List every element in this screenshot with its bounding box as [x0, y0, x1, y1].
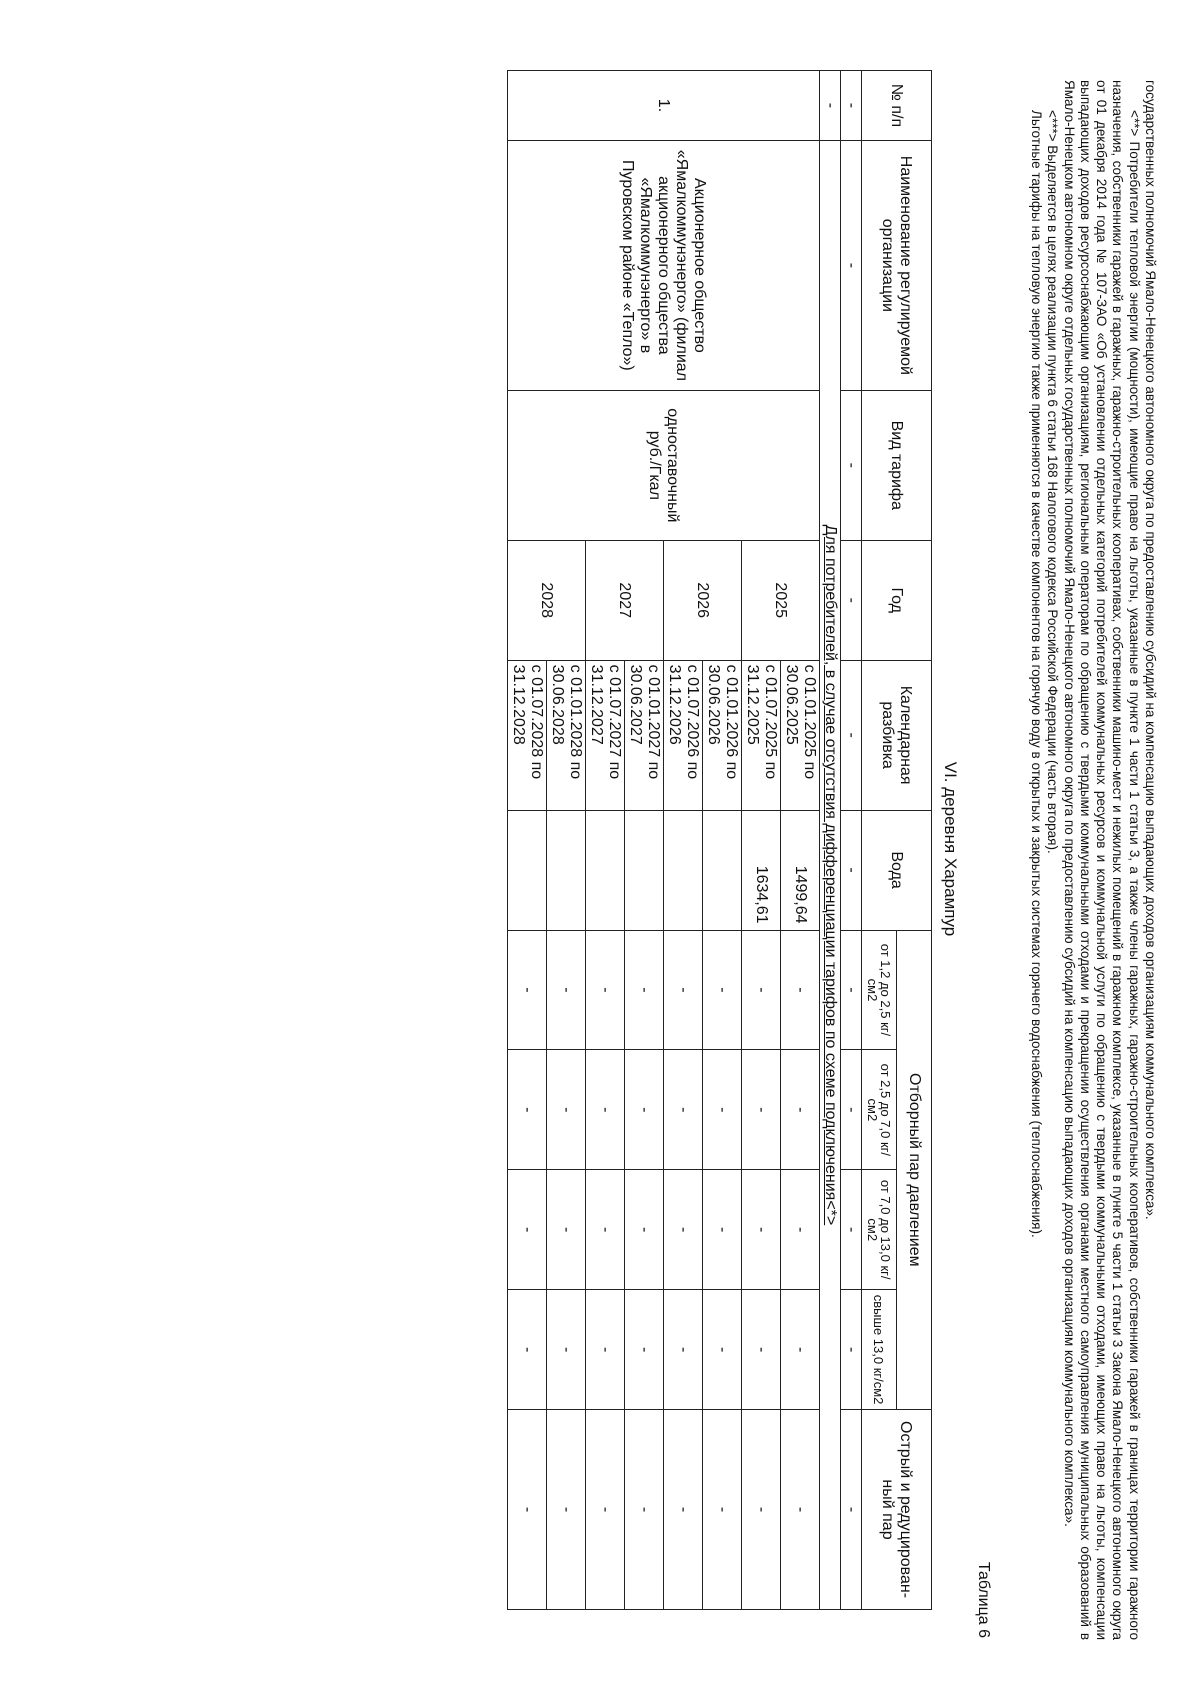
- dash-cell: -: [841, 1170, 862, 1290]
- footnote-2: <**> Потребители тепловой энергии (мощности), имеющие право на льготы, указанные в пункте 1 части 1 статьи 3, а также члены гаражных, гаражно-строительных кооперативов, собственники гаражей в границах территории гаражного назначения, собственники гаражей в гаражных, гаражно-строительных кооперативах, собственники машино-мест и нежилых помещений в гаражном комплексе, указанные в пункте 5 части 1 статьи 3 Закона Ямало-Ненецкого автономного округа от 01 декабря 2014 года № 107-ЗАО «Об установлении отдельных категорий потребителей коммунальных ресурсов и коммунальной услуги по обращению с твердыми коммунальными отходами, имеющих право на льготы, компенсации выпадающих доходов ресурсоснабжающим организациям, региональным операторам по обращению с твердыми коммунальными отходами и прекращении осуществления органами местного самоуправления муниципальных образований в Ямало-Ненецком автономном округе отдельных государственных полномочий Ямало-Ненецкого автономного округа по предоставлению субсидий на компенсацию выпадающих доходов организациям коммунального комплекса».: [1061, 80, 1142, 1640]
- row-steam-value: -: [625, 1410, 664, 1610]
- dash-cell: -: [841, 390, 862, 540]
- consumer-section-row: [820, 71, 841, 1610]
- row-year: 2027: [586, 540, 664, 660]
- header-num: № п/п: [862, 71, 932, 141]
- row-steam-value: -: [703, 1410, 742, 1610]
- row-steam-value: -: [586, 1410, 625, 1610]
- row-steam-value: -: [781, 1290, 820, 1410]
- row-steam-value: -: [703, 1050, 742, 1170]
- header-org: Наименование регулируемой организации: [862, 140, 932, 390]
- tariff-table: [507, 70, 932, 1610]
- row-steam-value: -: [664, 1050, 703, 1170]
- header-sharp-steam: Острый и редуцирован-ный пар: [862, 1410, 932, 1610]
- row-water: 1634,61: [742, 810, 781, 930]
- row-period: с 01.01.2027 по 30.06.2027: [625, 660, 664, 810]
- row-water: [664, 810, 703, 930]
- row-steam-value: -: [547, 1290, 586, 1410]
- row-steam-value: -: [781, 1050, 820, 1170]
- row-steam-value: -: [547, 1050, 586, 1170]
- row-steam-value: -: [547, 930, 586, 1050]
- dash-row: [841, 71, 862, 1610]
- row-period: с 01.01.2025 по 30.06.2025: [781, 660, 820, 810]
- table-row: [781, 71, 820, 1610]
- row-water: 1499,64: [781, 810, 820, 930]
- table-number: Таблица 6: [975, 1561, 992, 1638]
- row-steam-value: -: [703, 1290, 742, 1410]
- header-tariff-type: Вид тарифа: [862, 390, 932, 540]
- row-steam-value: -: [664, 930, 703, 1050]
- row-water: [508, 810, 547, 930]
- row-steam-value: -: [625, 1290, 664, 1410]
- row-steam-value: -: [664, 1170, 703, 1290]
- row-steam-value: -: [742, 930, 781, 1050]
- row-steam-value: -: [547, 1170, 586, 1290]
- footnote-continuation: государственных полномочий Ямало-Ненецкого автономного округа по предоставлению субсидий на компенсацию выпадающих доходов организациям коммунального комплекса».: [1143, 80, 1158, 1220]
- header-steam-2: от 2,5 до 7,0 кг/см2: [862, 1050, 897, 1170]
- dash-cell: -: [841, 71, 862, 141]
- row-steam-value: -: [781, 930, 820, 1050]
- row-steam-value: -: [625, 930, 664, 1050]
- header-water: Вода: [862, 810, 932, 930]
- row-period: с 01.07.2025 по 31.12.2025: [742, 660, 781, 810]
- row-steam-value: -: [781, 1170, 820, 1290]
- header-steam-1: от 1,2 до 2,5 кг/см2: [862, 930, 897, 1050]
- row-water: [625, 810, 664, 930]
- row-steam-value: -: [781, 1410, 820, 1610]
- row-period: с 01.07.2028 по 31.12.2028: [508, 660, 547, 810]
- row-year: 2028: [508, 540, 586, 660]
- footnotes: [1028, 80, 1158, 1640]
- row-steam-value: -: [664, 1410, 703, 1610]
- footnote-4: Льготные тарифы на тепловую энергию также применяются в качестве компонентов на горячую воду в открытых и закрытых системах горячего водоснабжения (теплоснабжения).: [1028, 110, 1044, 1238]
- header-year: Год: [862, 540, 932, 660]
- row-steam-value: -: [742, 1050, 781, 1170]
- dash-cell: -: [841, 660, 862, 810]
- dash-cell: -: [820, 71, 841, 141]
- row-steam-value: -: [742, 1410, 781, 1610]
- row-steam-value: -: [703, 930, 742, 1050]
- row-num: 1.: [508, 71, 820, 141]
- tariff-rows: [508, 71, 820, 1610]
- row-water: [547, 810, 586, 930]
- row-steam-value: -: [586, 930, 625, 1050]
- dash-cell: -: [841, 140, 862, 390]
- row-steam-value: -: [742, 1170, 781, 1290]
- row-water: [703, 810, 742, 930]
- row-year: 2026: [664, 540, 742, 660]
- header-row-1: [897, 71, 932, 1610]
- row-steam-value: -: [703, 1170, 742, 1290]
- footnote-3: <***> Выделяется в целях реализации пункта 6 статьи 168 Налогового кодекса Российской Федерации (часть вторая).: [1045, 110, 1061, 854]
- row-period: с 01.01.2028 по 30.06.2028: [547, 660, 586, 810]
- row-steam-value: -: [508, 1410, 547, 1610]
- row-steam-value: -: [508, 1290, 547, 1410]
- row-steam-value: -: [586, 1170, 625, 1290]
- row-organization: Акционерное общество «Ямалкоммунэнерго» (филиал акционерного общества «Ямалкоммунэнерго» в Пуровском районе «Тепло»): [508, 140, 820, 390]
- dash-cell: -: [841, 1050, 862, 1170]
- row-period: с 01.07.2027 по 31.12.2027: [586, 660, 625, 810]
- dash-cell: -: [841, 1410, 862, 1610]
- consumer-section-label: Для потребителей, в случае отсутствия дифференциации тарифов по схеме подключения<*>: [820, 140, 841, 1609]
- section-title: VI. деревня Харампур: [941, 761, 960, 937]
- row-steam-value: -: [508, 1050, 547, 1170]
- header-steam-4: свыше 13,0 кг/см2: [862, 1290, 897, 1410]
- header-steam-3: от 7,0 до 13,0 кг/см2: [862, 1170, 897, 1290]
- header-steam: Отборный пар давлением: [897, 930, 932, 1410]
- row-period: с 01.07.2026 по 31.12.2026: [664, 660, 703, 810]
- row-steam-value: -: [664, 1290, 703, 1410]
- dash-cell: -: [841, 1290, 862, 1410]
- row-steam-value: -: [508, 1170, 547, 1290]
- row-year: 2025: [742, 540, 820, 660]
- row-steam-value: -: [586, 1050, 625, 1170]
- dash-cell: -: [841, 930, 862, 1050]
- row-tariff-type: одноставочный руб./Гкал: [508, 390, 820, 540]
- dash-cell: -: [841, 540, 862, 660]
- header-calendar: Календарная разбивка: [862, 660, 932, 810]
- row-steam-value: -: [508, 930, 547, 1050]
- row-water: [586, 810, 625, 930]
- dash-cell: -: [841, 810, 862, 930]
- row-steam-value: -: [547, 1410, 586, 1610]
- row-steam-value: -: [625, 1050, 664, 1170]
- row-period: с 01.01.2026 по 30.06.2026: [703, 660, 742, 810]
- row-steam-value: -: [742, 1290, 781, 1410]
- row-steam-value: -: [586, 1290, 625, 1410]
- row-steam-value: -: [625, 1170, 664, 1290]
